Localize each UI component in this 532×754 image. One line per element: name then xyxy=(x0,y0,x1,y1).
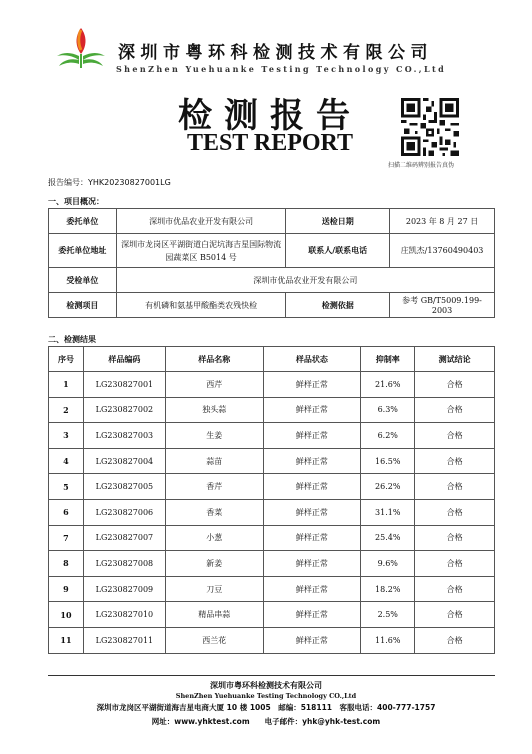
table-row xyxy=(49,576,495,602)
cell-index: 4 xyxy=(49,448,84,474)
cell-sample-code: LG230827001 xyxy=(83,372,165,398)
cell-conclusion: 合格 xyxy=(415,551,495,577)
cell-sample-code: LG230827006 xyxy=(83,499,165,525)
basis-value: 参考 GB/T5009.199-2003 xyxy=(390,293,495,318)
basis-label: 检测依据 xyxy=(286,293,390,318)
cell-sample-name: 生姜 xyxy=(165,423,263,449)
cell-conclusion: 合格 xyxy=(415,627,495,653)
cell-sample-name: 西兰花 xyxy=(165,627,263,653)
cell-conclusion: 合格 xyxy=(415,499,495,525)
col-header-inhibition-rate: 抑制率 xyxy=(361,347,415,372)
item-value: 有机磷和氨基甲酸酯类农残快检 xyxy=(116,293,286,318)
cell-index: 1 xyxy=(49,372,84,398)
table-row xyxy=(49,423,495,449)
report-number-value: YHK20230827001LG xyxy=(88,178,171,187)
qr-caption: 扫描二维码辨别报告真伪 xyxy=(388,162,455,169)
cell-sample-name: 小葱 xyxy=(165,525,263,551)
cell-sample-name: 独头蒜 xyxy=(165,397,263,423)
cell-sample-name: 西芹 xyxy=(165,372,263,398)
cell-index: 3 xyxy=(49,423,84,449)
qr-code-icon xyxy=(400,98,460,156)
cell-inhibition-rate: 21.6% xyxy=(361,372,415,398)
info-row-address xyxy=(49,234,495,268)
cell-conclusion: 合格 xyxy=(415,423,495,449)
cell-inhibition-rate: 25.4% xyxy=(361,525,415,551)
company-logo-icon xyxy=(55,22,107,72)
report-title-en: TEST REPORT xyxy=(186,130,354,156)
cell-index: 10 xyxy=(49,602,84,628)
table-row xyxy=(49,602,495,628)
table-row xyxy=(49,627,495,653)
footer-divider xyxy=(48,675,495,676)
table-row xyxy=(49,397,495,423)
cell-sample-code: LG230827002 xyxy=(83,397,165,423)
table-row xyxy=(49,551,495,577)
date-value: 2023 年 8 月 27 日 xyxy=(390,209,495,234)
cell-conclusion: 合格 xyxy=(415,448,495,474)
section-results-title: 二、检测结果 xyxy=(48,335,96,344)
company-name-en: ShenZhen Yuehuanke Testing Technology CO.,Ltd xyxy=(116,64,447,74)
address-label: 委托单位地址 xyxy=(49,234,117,268)
info-row-client xyxy=(49,209,495,234)
cell-inhibition-rate: 26.2% xyxy=(361,474,415,500)
cell-inhibition-rate: 2.5% xyxy=(361,602,415,628)
results-table xyxy=(48,346,495,654)
client-value: 深圳市优品农业开发有限公司 xyxy=(116,209,286,234)
cell-sample-state: 鲜样正常 xyxy=(263,474,361,500)
contact-label: 联系人/联系电话 xyxy=(286,234,390,268)
cell-sample-name: 香芹 xyxy=(165,474,263,500)
cell-sample-state: 鲜样正常 xyxy=(263,423,361,449)
info-row-item xyxy=(49,293,495,318)
footer-company-cn: 深圳市粤环科检测技术有限公司 xyxy=(210,681,322,690)
table-row xyxy=(49,525,495,551)
client-label: 委托单位 xyxy=(49,209,117,234)
project-info-table xyxy=(48,208,495,318)
cell-sample-name: 蒜苗 xyxy=(165,448,263,474)
inspected-label: 受检单位 xyxy=(49,268,117,293)
cell-sample-code: LG230827011 xyxy=(83,627,165,653)
cell-index: 6 xyxy=(49,499,84,525)
report-header xyxy=(0,0,532,90)
cell-sample-state: 鲜样正常 xyxy=(263,576,361,602)
results-body xyxy=(49,372,495,654)
cell-inhibition-rate: 6.2% xyxy=(361,423,415,449)
cell-index: 11 xyxy=(49,627,84,653)
cell-sample-name: 精品串蒜 xyxy=(165,602,263,628)
results-header-row xyxy=(49,347,495,372)
table-row xyxy=(49,474,495,500)
cell-sample-state: 鲜样正常 xyxy=(263,499,361,525)
cell-sample-state: 鲜样正常 xyxy=(263,372,361,398)
cell-index: 8 xyxy=(49,551,84,577)
table-row xyxy=(49,499,495,525)
cell-conclusion: 合格 xyxy=(415,372,495,398)
cell-index: 9 xyxy=(49,576,84,602)
report-number xyxy=(48,177,171,188)
report-number-label: 报告编号： xyxy=(48,178,88,187)
cell-inhibition-rate: 11.6% xyxy=(361,627,415,653)
cell-sample-code: LG230827005 xyxy=(83,474,165,500)
footer-address: 深圳市龙岗区平湖街道海吉星电商大厦 10 楼 1005 邮编：518111 客服电话：400-777-1757 xyxy=(96,703,436,712)
cell-inhibition-rate: 31.1% xyxy=(361,499,415,525)
cell-conclusion: 合格 xyxy=(415,397,495,423)
col-header-sample-name: 样品名称 xyxy=(165,347,263,372)
cell-sample-name: 新姜 xyxy=(165,551,263,577)
col-header-sample-state: 样品状态 xyxy=(263,347,361,372)
cell-sample-name: 香菜 xyxy=(165,499,263,525)
cell-sample-state: 鲜样正常 xyxy=(263,525,361,551)
inspected-value: 深圳市优品农业开发有限公司 xyxy=(116,268,494,293)
section-project-overview-title: 一、项目概况： xyxy=(48,197,104,206)
cell-sample-state: 鲜样正常 xyxy=(263,448,361,474)
cell-conclusion: 合格 xyxy=(415,474,495,500)
cell-conclusion: 合格 xyxy=(415,525,495,551)
contact-value: 庄凯杰/13760490403 xyxy=(390,234,495,268)
address-value: 深圳市龙岗区平湖街道白泥坑海吉星国际物流园蔬菜区 B5014 号 xyxy=(116,234,286,268)
table-row xyxy=(49,372,495,398)
cell-sample-state: 鲜样正常 xyxy=(263,602,361,628)
date-label: 送检日期 xyxy=(286,209,390,234)
col-header-conclusion: 测试结论 xyxy=(415,347,495,372)
table-row xyxy=(49,448,495,474)
cell-sample-name: 刀豆 xyxy=(165,576,263,602)
cell-index: 5 xyxy=(49,474,84,500)
cell-inhibition-rate: 16.5% xyxy=(361,448,415,474)
cell-sample-state: 鲜样正常 xyxy=(263,551,361,577)
info-row-inspected xyxy=(49,268,495,293)
cell-sample-code: LG230827009 xyxy=(83,576,165,602)
cell-index: 2 xyxy=(49,397,84,423)
company-name-cn: 深圳市粤环科检测技术有限公司 xyxy=(118,43,433,63)
report-title-cn: 检测报告 xyxy=(178,96,362,136)
cell-inhibition-rate: 18.2% xyxy=(361,576,415,602)
item-label: 检测项目 xyxy=(49,293,117,318)
col-header-index: 序号 xyxy=(49,347,84,372)
col-header-sample-code: 样品编码 xyxy=(83,347,165,372)
cell-sample-code: LG230827004 xyxy=(83,448,165,474)
cell-sample-state: 鲜样正常 xyxy=(263,627,361,653)
footer-company-en: ShenZhen Yuehuanke Testing Technology CO.,Ltd xyxy=(175,692,357,700)
cell-conclusion: 合格 xyxy=(415,576,495,602)
cell-sample-state: 鲜样正常 xyxy=(263,397,361,423)
cell-sample-code: LG230827010 xyxy=(83,602,165,628)
cell-inhibition-rate: 9.6% xyxy=(361,551,415,577)
cell-index: 7 xyxy=(49,525,84,551)
footer-contact: 网址：www.yhktest.com 电子邮件：yhk@yhk-test.com xyxy=(151,717,381,726)
cell-conclusion: 合格 xyxy=(415,602,495,628)
cell-sample-code: LG230827007 xyxy=(83,525,165,551)
cell-sample-code: LG230827003 xyxy=(83,423,165,449)
cell-inhibition-rate: 6.3% xyxy=(361,397,415,423)
cell-sample-code: LG230827008 xyxy=(83,551,165,577)
